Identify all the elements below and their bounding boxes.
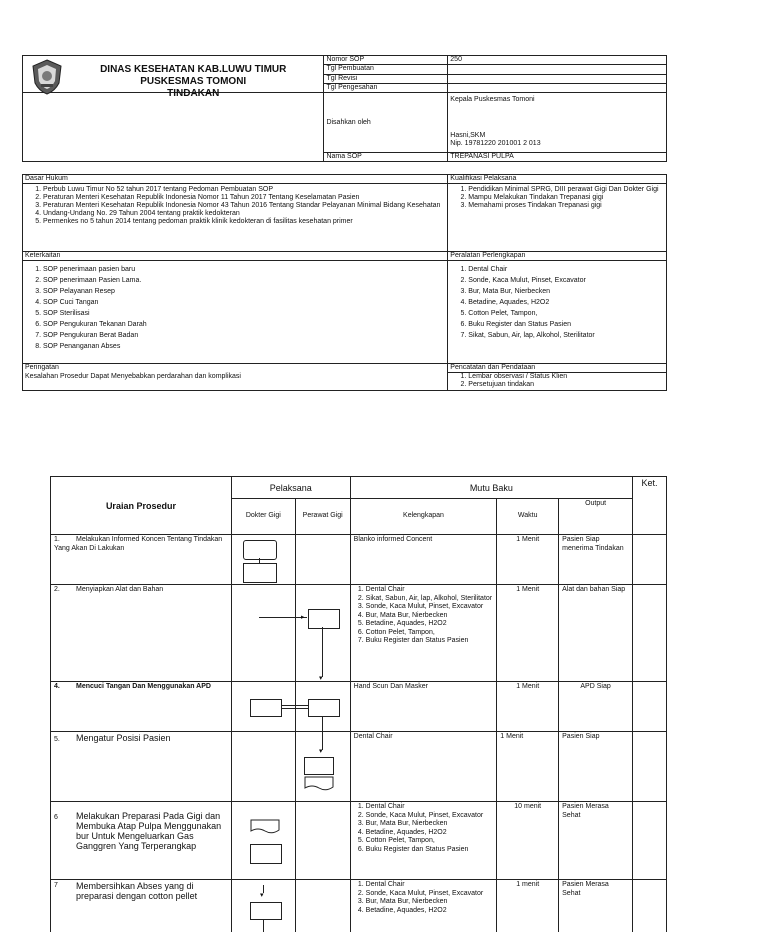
signer-title: Kepala Puskesmas Tomoni	[450, 96, 535, 103]
table-row	[51, 732, 667, 802]
signer-name: Hasni,SKM	[450, 132, 486, 139]
col-dokter: Dokter Gigi	[231, 499, 295, 535]
section-label: Peralatan Perlengkapan	[448, 252, 667, 261]
step-cell	[51, 802, 232, 880]
step-text: Membersihkan Abses yang di preparasi dengan cotton pellet	[76, 881, 198, 901]
list-item: 3. Bur, Mata Bur, Nierbecken	[366, 898, 494, 907]
list-item: 1. SOP penerimaan pasien baru	[43, 264, 445, 275]
step-cell	[51, 880, 232, 932]
col-kelengkapan: Kelengkapan	[350, 499, 497, 535]
procedure-table	[50, 476, 667, 932]
col-perawat: Perawat Gigi	[295, 499, 350, 535]
flow-document-shape	[304, 776, 334, 797]
list-item: 2. Sonde, Kaca Mulut, Pinset, Excavator	[366, 890, 494, 899]
disahkan-label: Disahkan oleh	[324, 93, 448, 153]
waktu-cell: 1 menit	[497, 880, 559, 932]
col-pelaksana: Pelaksana	[231, 477, 350, 499]
flow-connector	[263, 919, 264, 932]
step-number: 5.	[54, 736, 60, 743]
list-item: 4. Bur, Mata Bur, Nierbecken	[366, 612, 494, 621]
flow-start-shape	[243, 540, 277, 560]
list-item: 4. Undang-Undang No. 29 Tahun 2004 tentang praktik kedokteran	[43, 210, 445, 218]
flow-connector	[322, 627, 323, 677]
col-uraian: Uraian Prosedur	[51, 477, 232, 535]
list-item: 4. Betadine, Aquades, H2O2	[366, 907, 494, 916]
flow-document-shape	[250, 819, 280, 840]
flow-process-box	[250, 844, 282, 864]
list-item: 2. Sonde, Kaca Mulut, Pinset, Excavator	[468, 275, 664, 286]
col-output: Output	[559, 499, 633, 535]
flow-process-box	[250, 699, 282, 717]
step-number: 2.	[54, 586, 60, 593]
step-number: 7	[54, 882, 58, 889]
step-cell	[51, 732, 232, 802]
col-waktu: Waktu	[497, 499, 559, 535]
nama-sop-value: TREPANASI PULPA	[448, 153, 667, 162]
output-cell: Alat dan bahan Siap	[559, 585, 633, 682]
ket-cell	[633, 585, 667, 682]
list-item: 1. Lembar observasi / Status Klien	[468, 373, 664, 381]
list-item: 5. Betadine, Aquades, H2O2	[366, 620, 494, 629]
list-item: 2. Peraturan Menteri Kesehatan Republik Indonesia Nomor 11 Tahun 2017 Tentang Keselamatan Pasien	[43, 194, 445, 202]
kelengkapan-cell	[350, 802, 497, 880]
list-item: 6. Buku Register dan Status Pasien	[366, 846, 494, 855]
field-label: Tgl Pembuatan	[324, 65, 448, 74]
list-item: 3. Bur, Mata Bur, Nierbecken	[366, 820, 494, 829]
ket-cell	[633, 802, 667, 880]
list-item: 3. Sonde, Kaca Mulut, Pinset, Excavator	[366, 603, 494, 612]
org-name: DINAS KESEHATAN KAB.LUWU TIMUR	[100, 64, 287, 75]
dokter-cell	[231, 802, 295, 880]
kelengkapan-cell: Blanko informed Concent	[350, 535, 497, 585]
section-label: Peringatan	[23, 364, 448, 373]
list-item: 2. Mampu Melakukan Tindakan Trepanasi gigi	[468, 194, 664, 202]
ket-cell	[633, 682, 667, 732]
list-item: 3. SOP Pelayanan Resep	[43, 286, 445, 297]
table-row	[51, 802, 667, 880]
list-item: 1. Perbub Luwu Timur No 52 tahun 2017 tentang Pedoman Pembuatan SOP	[43, 186, 445, 194]
list-item: 1. Dental Chair	[366, 881, 494, 890]
doc-category: TINDAKAN	[167, 88, 220, 99]
step-number: 6	[54, 814, 58, 821]
section-label: Kualifikasi Pelaksana	[448, 175, 667, 184]
step-number: 4.	[54, 683, 60, 690]
table-row	[51, 682, 667, 732]
list-item: 6. SOP Pengukuran Tekanan Darah	[43, 319, 445, 330]
step-number: 1.	[54, 536, 60, 543]
flow-process-box	[308, 699, 340, 717]
list-item: 4. Betadine, Aquades, H2O2	[468, 297, 664, 308]
list-item: 2. Persetujuan tindakan	[468, 381, 664, 389]
flow-connector	[259, 617, 307, 618]
flow-connector	[259, 558, 260, 563]
perawat-cell	[295, 535, 350, 585]
dokter-cell	[231, 585, 295, 682]
list-item: 6. Buku Register dan Status Pasien	[468, 319, 664, 330]
col-mutu: Mutu Baku	[350, 477, 632, 499]
signer-nip: Nip. 19781220 201001 2 013	[450, 140, 541, 147]
perawat-cell	[295, 880, 350, 932]
list-item: 3. Bur, Mata Bur, Nierbecken	[468, 286, 664, 297]
nama-sop-label: Nama SOP	[324, 153, 448, 162]
waktu-cell: 1 Menit	[497, 585, 559, 682]
flow-process-box	[308, 609, 340, 629]
section-label: Keterkaitan	[23, 252, 448, 261]
list-item: 3. Peraturan Menteri Kesehatan Republik Indonesia Nomor 43 Tahun 2016 Tentang Standar Pelayanan Minimal Bidang Kesehatan	[43, 202, 445, 210]
output-cell: Pasien Merasa Sehat	[559, 802, 633, 880]
step-text: Menyiapkan Alat dan Bahan	[76, 586, 164, 593]
org-subunit: PUSKESMAS TOMONI	[140, 76, 247, 87]
field-value: 250	[448, 56, 667, 65]
ket-cell	[633, 535, 667, 585]
section-label: Dasar Hukum	[23, 175, 448, 184]
arrow-down-icon: ▾	[260, 892, 264, 899]
table-row	[51, 880, 667, 932]
arrow-down-icon: ▾	[319, 748, 323, 755]
list-item: 3. Memahami proses Tindakan Trepanasi gigi	[468, 202, 664, 210]
flow-connector	[322, 716, 323, 750]
list-item: 1. Dental Chair	[366, 586, 494, 595]
field-label: Tgl Revisi	[324, 74, 448, 83]
output-cell: Pasien Merasa Sehat	[559, 880, 633, 932]
waktu-cell: 1 Menit	[497, 732, 559, 802]
kelengkapan-cell: Hand Scun Dan Masker	[350, 682, 497, 732]
list-item: 4. Betadine, Aquades, H2O2	[366, 829, 494, 838]
flow-connector	[281, 708, 308, 709]
list-item: 1. Dental Chair	[366, 803, 494, 812]
waktu-cell: 1 Menit	[497, 682, 559, 732]
kelengkapan-cell: Dental Chair	[350, 732, 497, 802]
list-item: 5. Cotton Pelet, Tampon,	[468, 308, 664, 319]
step-cell	[51, 682, 232, 732]
step-text: Melakukan Informed Koncen Tentang Tindakan Yang Akan Di Lakukan	[54, 536, 223, 552]
step-text: Mencuci Tangan Dan Menggunakan APD	[76, 683, 211, 690]
dokter-cell	[231, 732, 295, 802]
list-item: 1. Pendidikan Minimal SPRG, DIII perawat Gigi Dan Dokter Gigi	[468, 186, 664, 194]
list-item: 1. Dental Chair	[468, 264, 664, 275]
waktu-cell: 10 menit	[497, 802, 559, 880]
col-ket: Ket.	[633, 477, 667, 535]
list-item: 5. Permenkes no 5 tahun 2014 tentang pedoman praktik klinik kedokteran di fasilitas kesehatan primer	[43, 218, 445, 226]
arrow-down-icon: ▾	[319, 675, 323, 682]
step-text: Melakukan Preparasi Pada Gigi dan Membuka Atap Pulpa Menggunakan bur Untuk Mengeluarkan Gas Ganggren Yang Terperangkap	[76, 811, 222, 851]
list-item: 7. SOP Pengukuran Berat Badan	[43, 330, 445, 341]
section-label: Pencatatan dan Pendataan	[448, 364, 667, 373]
list-item: 2. SOP penerimaan Pasien Lama.	[43, 275, 445, 286]
step-text: Mengatur Posisi Pasien	[76, 733, 171, 743]
list-item: 8. SOP Penanganan Abses	[43, 341, 445, 352]
step-cell	[51, 535, 232, 585]
list-item: 7. Sikat, Sabun, Air, lap, Alkohol, Sterilitator	[468, 330, 664, 341]
perawat-cell	[295, 802, 350, 880]
flow-process-box	[243, 563, 277, 583]
list-item: 2. Sikat, Sabun, Air, lap, Alkohol, Sterilitator	[366, 595, 494, 604]
list-item: 7. Buku Register dan Status Pasien	[366, 637, 494, 646]
list-item: 5. SOP Sterilisasi	[43, 308, 445, 319]
arrow-right-icon: ▸	[301, 614, 305, 621]
output-cell: Pasien Siap menerima Tindakan	[559, 535, 633, 585]
flow-connector	[281, 705, 308, 706]
list-item: 6. Cotton Pelet, Tampon,	[366, 629, 494, 638]
kelengkapan-cell	[350, 880, 497, 932]
list-item: 2. Sonde, Kaca Mulut, Pinset, Excavator	[366, 812, 494, 821]
peringatan-text: Kesalahan Prosedur Dapat Menyebabkan perdarahan dan komplikasi	[23, 373, 448, 391]
table-row	[51, 585, 667, 682]
field-label: Nomor SOP	[324, 56, 448, 65]
output-cell: APD Siap	[559, 682, 633, 732]
flow-process-box	[304, 757, 334, 775]
list-item: 4. SOP Cuci Tangan	[43, 297, 445, 308]
ket-cell	[633, 732, 667, 802]
table-row	[51, 535, 667, 585]
flow-process-box	[250, 902, 282, 920]
waktu-cell: 1 Menit	[497, 535, 559, 585]
step-cell	[51, 585, 232, 682]
field-label: Tgl Pengesahan	[324, 83, 448, 92]
kelengkapan-cell	[350, 585, 497, 682]
list-item: 5. Cotton Pelet, Tampon,	[366, 837, 494, 846]
ket-cell	[633, 880, 667, 932]
output-cell: Pasien Siap	[559, 732, 633, 802]
